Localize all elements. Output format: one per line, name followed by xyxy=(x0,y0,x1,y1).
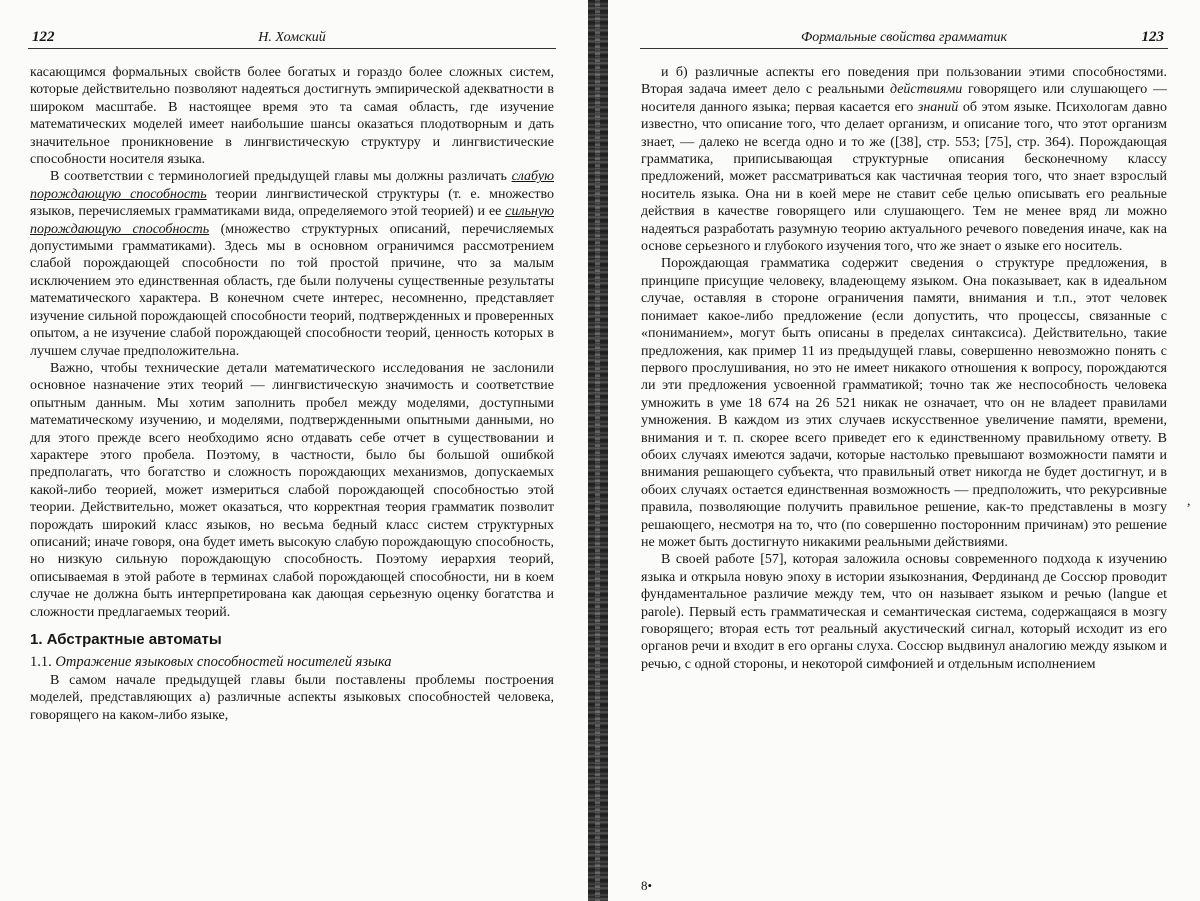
right-text-column xyxy=(641,64,1167,673)
signature-mark: 8• xyxy=(641,878,653,893)
right-paragraph xyxy=(641,64,1167,255)
subsection-number: 1.1. xyxy=(30,654,52,671)
left-paragraph xyxy=(30,360,554,621)
right-paragraph xyxy=(641,551,1167,673)
right-page-number: 123 xyxy=(1141,29,1164,45)
paragraph-text: касающимся формальных свойств более богатых и гораздо более сложных систем, которые действительно позволяют надеяться достигнуть эмпирической адекватности в широком масштабе. В настоящее время это та самая область, где изучение математических моделей имеет наибольшие шансы оказаться плодотворным и дать значительное проникновение в лингвистическую структуру и лингвистические способности носителя языка. xyxy=(30,65,554,168)
left-running-title: Н. Хомский xyxy=(258,30,326,45)
left-text-column xyxy=(30,64,554,724)
right-paragraph xyxy=(641,255,1167,551)
paragraph-text: и б) различные аспекты его поведения при пользовании этими способностями. Вторая задача имеет дело с реальными xyxy=(641,65,1167,98)
underlined-term: слабую порождающую способность xyxy=(30,169,554,202)
right-running-head xyxy=(640,20,1168,49)
paragraph-text: Важно, чтобы технические детали математического исследования не заслонили основное назначение этих теорий — лингвистическую значимость и соответствие опытным данным. Мы хотим заполнить пробел между моделями, доступными математическому изучению, и моделями, подтвержденными опытными данными, но для этого прежде всего необходимо ясно отдавать себе отчет в существовании и характере этого пробела. Поэтому, в частности, было бы большой ошибкой предполагать, что богатство и сложность порождающих механизмов, допускаемых какой-либо теорией, может измериться слабой порождающей способностью этой теории. Действительно, может оказаться, что корректная теория грамматик позволит порождать широкий класс языков, но весьма бедный класс систем структурных описаний; иначе говоря, она будет иметь высокую слабую порождающую способность, но низкую сильную порождающую способность. Поэтому иерархия теорий, описываемая в этой работе в терминах слабой порождающей способности, ни в коем случае не должна быть интерпретирована как дающая серьезную оценку богатства и сложности предлагаемых теорий. xyxy=(30,360,554,620)
subsection-heading xyxy=(30,654,554,671)
edge-mark: , xyxy=(1187,494,1191,509)
left-paragraphs xyxy=(30,64,554,621)
left-final-paragraph: В самом начале предыдущей главы были поставлены проблемы построения моделей, представляющих а) различные аспекты языковых способностей человека, говорящего на каком-либо языке, xyxy=(30,672,554,723)
left-running-head xyxy=(28,20,556,49)
book-spine xyxy=(588,0,610,901)
left-paragraph xyxy=(30,64,554,168)
right-paragraphs xyxy=(641,64,1167,673)
subsection-title: Отражение языковых способностей носителей языка xyxy=(55,654,392,671)
paragraph-text: говорящего или слушающего — носителя данного языка; первая касается его xyxy=(641,82,1167,115)
left-page-number: 122 xyxy=(32,29,55,45)
paragraph-text: теории лингвистической структуры (т. е. множество языков, перечисляемых грамматиками вида, определяемого этой теорией) и ее xyxy=(30,186,554,220)
paragraph-text: В своей работе [57], которая заложила основы современного подхода к изучению языка и открыла новую эпоху в истории языкознания, Фердинанд де Соссюр проводит фундаментальное различие между тем, что он называет языком и речью (langue et parole). Первый есть грамматическая и семантическая система, содержащаяся в мозгу говорящего; вторая есть тот реальный акустический сигнал, который исходит из его органов речи и входит в его органы слуха. Соссюр выдвинул аналогию между языком и речью, с одной стороны, и некоторой симфонией и отдельным исполнением xyxy=(641,552,1167,672)
underlined-term: сильную порождающую способность xyxy=(30,204,554,237)
right-running-title: Формальные свойства грамматик xyxy=(800,30,1007,45)
emphasized-term: знаний xyxy=(917,99,959,115)
paragraph-text: об этом языке. Психологам давно известно, что описание того, что делает организм, и описание того, что этот организм знает, — далеко не всегда одно и то же ([38], стр. 553; [75], стр. 364). Порождающая грамматика, приписывающая структурные описания бесконечному классу предложений, может рассматриваться как частичная теория того, что знает взрослый носитель языка. Она ни в коей мере не ставит себе целью описывать его реальные действия в качестве говорящего или слушающего. Тем не менее вряд ли можно надеяться разработать разумную теорию актуального речевого поведения иначе, как на основе серьезного и глубокого изучения того, что же знает о языке его носитель. xyxy=(641,99,1167,255)
section-heading: 1. Абстрактные автоматы xyxy=(30,631,222,648)
paragraph-text: Порождающая грамматика содержит сведения о структуре предложения, в принципе присущие человеку, владеющему языком. Она показывает, как в идеальном случае, оставляя в стороне ограничения памяти, внимания и т.п., этот человек понимает какое-либо предложение (если допустить, что процессы, связанные с «пониманием», могут быть описаны в пределах синтаксиса). Действительно, такие предложения, как пример 11 из предыдущей главы, совершенно невозможно понять с первого прослушивания, но это не имеет никакого отношения к вопросу, порождаются ли эти предложения усвоенной грамматикой; точно так же неспособность человека умножить в уме 18 674 на 26 521 никак не означает, что он не владеет правилами умножения. В каждом из этих случаев искусственное увеличение памяти, времени, внимания и т. п. скорее всего приведет его к единственному правильному ответу. В обоих случаях имеются задачи, которые настолько превышают возможности памяти и внимания решающего субъекта, что правильный ответ никогда не будет достигнут, и в обоих случаях остается единственная возможность — предположить, что рекурсивные правила, позволяющие получить правильное решение, как-то представлены в мозгу решающего, несмотря на то, что (по совершенно посторонним причинам) это решение не может быть достигнуто никакими реальными действиями. xyxy=(641,256,1167,550)
left-paragraph xyxy=(30,168,554,359)
paragraph-text: В соответствии с терминологией предыдущей главы мы должны различать xyxy=(50,169,512,185)
paragraph-text: (множество структурных описаний, перечисляемых допустимыми грамматиками). Здесь мы в основном ограничимся рассмотрением слабой порождающей способности по той простой причине, что за малым исключением это единственная область, где были получены существенные результаты математического характера. В конечном счете интерес, несомненно, представляет изучение сильной порождающей способности теорий, подтвержденных и проверенных опытом, а не изучение слабой порождающей способности теорий, ценность которых в лучшем случае предположительна. xyxy=(30,221,555,359)
emphasized-term: действиями xyxy=(889,82,963,98)
